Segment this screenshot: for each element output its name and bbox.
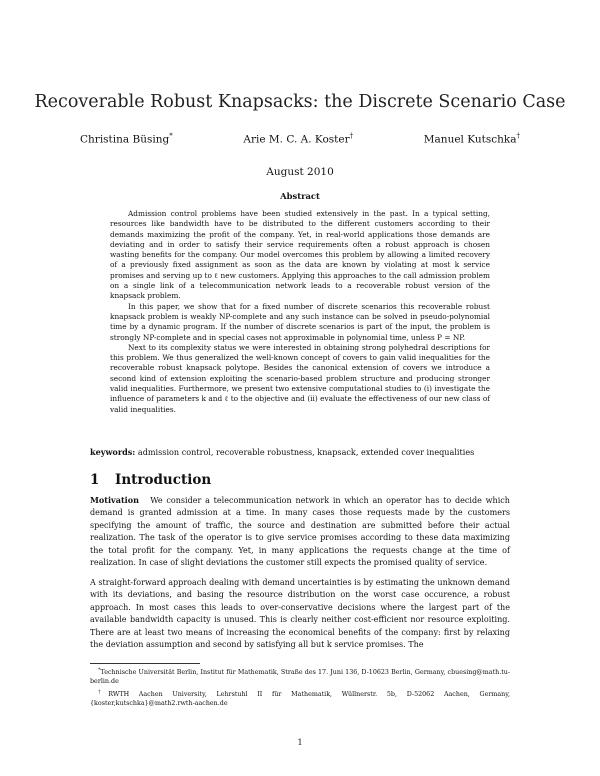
author-mark: * (169, 132, 173, 140)
author (424, 132, 520, 146)
keywords-text: admission control, recoverable robustness, knapsack, extended cover inequalities (137, 447, 475, 457)
paper-title: Recoverable Robust Knapsacks: the Discrete Scenario Case (34, 92, 566, 112)
footnote-mark: † (98, 688, 109, 695)
abstract-paragraph: Next to its complexity status we were interested in obtaining strong polyhedral descriptions for this problem. We thus generalized the well-known concept of covers to gain valid inequalities for the recoverable robust knapsack polytope. Besides the canonical extension of covers we introduce a second kind of extension exploiting the scenario-based problem structure and producing stronger valid inequalities. Furthermore, we present two extensive computational studies to (i) investigate the influence of parameters k and ℓ to the objective and (ii) evaluate the effectiveness of our new class of valid inequalities. (110, 342, 490, 414)
author-name: Christina Büsing (80, 133, 170, 146)
author (80, 132, 173, 146)
section-number: 1 (90, 472, 100, 488)
body-paragraph: A straight-forward approach dealing with demand uncertainties is by estimating the unknown demand with its deviations, and basing the resource distribution on the worst case occurence, a robust approach. In most cases this leads to over-conservative decisions where the largest part of the available bandwidth capacity is unused. This is clearly neither cost-efficient nor resource exploiting. There are at least two means of increasing the economical benefits of the company: first by relaxing the deviation assumption and second by satisfying all but k service promises. The (90, 577, 510, 649)
abstract-paragraph: Admission control problems have been studied extensively in the past. In a typical setting, resources like bandwidth have to be distributed to the different customers according to their demands maximizing the profit of the company. Yet, in real-world applications those demands are deviating and in order to satisfy their service requirements often a robust approach is chosen wasting benefits for the company. Our model overcomes this problem by allowing a limited recovery of a previously fixed assignment as soon as the data are known by violating at most k service promises and serving up to ℓ new customers. Applying this approaches to the call admission problem on a single link of a telecommunication network leads to a recoverable robust version of the knapsack problem. (110, 209, 490, 301)
abstract-body (110, 209, 490, 415)
section-heading (90, 472, 211, 488)
footnotes (90, 666, 510, 709)
footnote-text: Technische Universität Berlin, Institut für Mathematik, Straße des 17. Juni 136, D-10623 Berlin, Germany, cbuesing@math.tu-berlin.de (90, 669, 510, 686)
author-mark: † (349, 132, 354, 140)
author-list (80, 132, 520, 146)
author (243, 132, 353, 146)
author-mark: † (516, 132, 520, 140)
footnote (90, 688, 510, 709)
keywords-label: keywords: (90, 447, 136, 457)
footnote-mark: * (98, 667, 101, 673)
paper-date: August 2010 (266, 166, 334, 178)
motivation-label: Motivation (90, 495, 139, 505)
section-title: Introduction (115, 472, 212, 488)
footnote-divider (90, 663, 200, 664)
footnote (90, 666, 510, 687)
author-name: Arie M. C. A. Koster (243, 133, 350, 146)
abstract-heading: Abstract (280, 191, 320, 201)
body-paragraph (90, 494, 510, 570)
body-paragraph-text: We consider a telecommunication network in which an operator has to decide which demand is granted admission at a time. In many cases those requests made by the customers specifying the amount of traffic, the source and destination are submitted before their actual realization. The task of the operator is to give service promises according to these data maximizing the total profit for the company. Yet, in many applications the requests change at the time of realization. In case of slight deviations the customer still expects the promised quality of service. (90, 496, 510, 568)
abstract-paragraph: In this paper, we show that for a fixed number of discrete scenarios this recoverable robust knapsack problem is weakly NP-complete and any such instance can be solved in pseudo-polynomial time by a dynamic program. If the number of discrete scenarios is part of the input, the problem is strongly NP-complete and in special cases not approximable in polynomial time, unless P = NP. (110, 301, 490, 342)
page-number: 1 (297, 738, 303, 747)
keywords-line (90, 447, 510, 457)
footnote-text: RWTH Aachen University, Lehrstuhl II für Mathematik, Wüllnerstr. 5b, D-52062 Aachen, Germany, {koster,kutschka}@math2.rwth-aachen.de (90, 690, 511, 708)
body-text (90, 494, 510, 658)
author-name: Manuel Kutschka (423, 133, 517, 146)
